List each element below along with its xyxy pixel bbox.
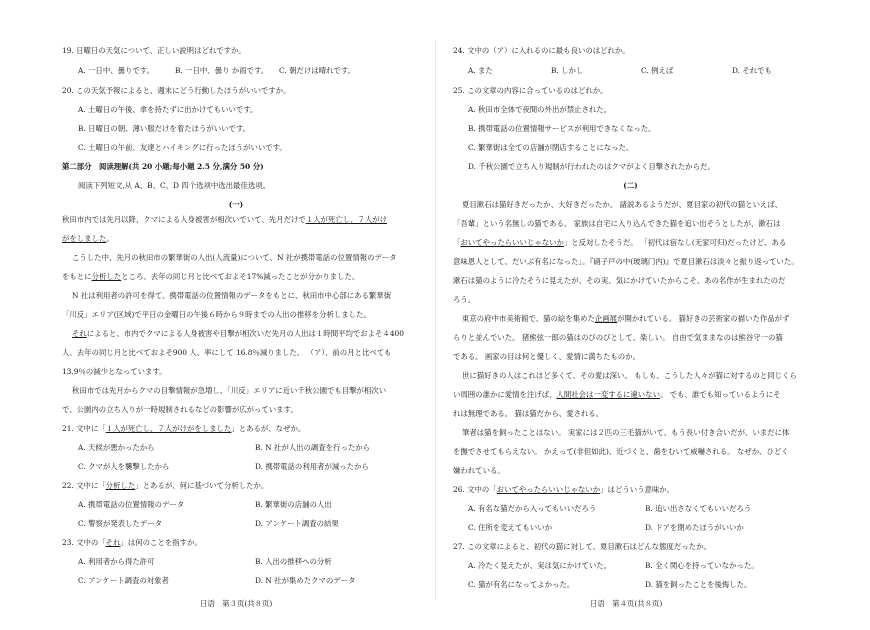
passage2-text: 東京の府中市美術館で、猫の絵を集めた: [462, 314, 595, 323]
question-22-option-d: D. アンケート調査の結果: [255, 519, 339, 528]
question-27-option-d: D. 猫を飼ったことを後悔した。: [645, 580, 752, 589]
part2-heading: [62, 162, 264, 171]
question-19-option-a: A. 一日中、曇りです。: [78, 66, 154, 75]
question-27-option-c: C. 猫が有名になってよかった。: [468, 580, 575, 589]
passage2-line-11: [453, 390, 781, 399]
passage1-text: 秋田市内では先月以降、クマによる人身被害が相次いでいて、先月だけで: [62, 215, 306, 224]
question-21-option-b: B. N 社が人出の調査を行ったから: [255, 443, 371, 452]
question-24-option-a: A. また: [468, 66, 493, 75]
question-26-quote: おいてやったらいいじゃないか: [496, 485, 601, 494]
passage2-line-14: を撫でさせてもらえない。 かえって(非但如此)、近づくと、歯をむいて威嚇される。 なぜか、ひどく: [453, 447, 789, 456]
passage1-line-6: 「川反」エリア(区域)で平日の金曜日の午後６時から９時までの人出の推移を分析しました。: [62, 310, 371, 319]
passage1-line-10: 秋田市では先月からクマの目撃情報が急増し、「川反」エリアに近い千秋公園でも目撃が相次い: [72, 386, 387, 395]
passage2-text: 「: [453, 238, 461, 247]
passage1-line-11: で、公園内の立ち入りが一時規制されるなどの影響が広がっています。: [62, 405, 298, 414]
question-27-option-b: B. 全く関心を持っていなかった。: [645, 561, 759, 570]
question-26-text: 」はどういう意味か。: [600, 485, 675, 494]
question-22-text: 22. 文中に「: [62, 481, 106, 490]
part2-heading-scoring: (共 20 小题;每小题 2.5 分,满分 50 分): [128, 162, 264, 171]
passage2-line-15: 嫌われている。: [453, 466, 505, 475]
question-26-option-d: D. ドアを閉めたほうがいいか: [645, 523, 744, 532]
question-27-option-a: A. 冷たく見えたが、実は気にかけていた。: [468, 561, 612, 570]
question-26-stem: [453, 485, 674, 494]
passage1-line-9: 13.9％の減少となっています。: [62, 367, 167, 376]
question-22-option-b: B. 繁華街の店舗の人出: [255, 500, 332, 509]
question-23-option-b: B. 人出の推移への分析: [255, 557, 332, 566]
passage2-underline-society: 人間社会は一変するに違いない: [556, 390, 660, 399]
passage2-line-9: である。 画家の目は何と優しく、愛情に満ちたものか。: [453, 352, 640, 361]
passage2-line-13: 筆者は猫を飼ったことはない。 実家には２匹の三毛猫がいて、もう長い付き合いだが、いまだに体: [462, 428, 790, 437]
question-22-text: 」とあるが、何に基づいて分析したか。: [135, 481, 269, 490]
question-20-option-c: C. 土曜日の午前、友達とハイキングに行ったほうがいいです。: [78, 143, 287, 152]
question-24-stem: 24. 文中の（ア）に入れるのに最も良いのはどれか。: [453, 46, 630, 55]
right-page: [435, 0, 870, 630]
section-2-title: (二): [623, 181, 638, 190]
passage2-underline-26: おいてやったらいいじゃないか: [460, 238, 564, 247]
passage2-line-10: 世に猫好きの人はこれほど多くて、その愛は深い。 もしも、こうした人々が猫に対するのと同じくら: [462, 371, 797, 380]
question-25-option-a: A. 秋田市全体で夜間の外出が禁止された。: [468, 105, 612, 114]
question-22-quote: 分析した: [105, 481, 136, 490]
passage1-text: をもとに: [62, 272, 92, 281]
question-20-stem: 20. この天気予報によると、週末にどう行動したほうがいいですか。: [62, 86, 291, 95]
passage1-underline-23: それ: [72, 329, 87, 338]
passage1-underline-21: １人が死亡し、７人がけ: [305, 215, 388, 224]
passage1-line-2: [62, 234, 114, 243]
passage2-text: が開かれている。 猫好きの芸術家の描いた作品がず: [617, 314, 790, 323]
part2-heading-title: 第二部分 阅读理解: [62, 162, 129, 171]
question-23-text: 」は何のことを指すか。: [120, 538, 202, 547]
question-20-option-b: B. 日曜日の朝、薄い服だけを着たほうがいいです。: [78, 124, 251, 133]
right-page-footer: 日语 第４页(共８页): [590, 599, 663, 608]
question-21-stem: [62, 424, 305, 433]
left-page-footer: 日语 第３页(共８页): [200, 599, 273, 608]
passage2-text: い周囲の誰かに愛情を注げば、: [453, 390, 557, 399]
passage1-line-7: [72, 329, 404, 338]
passage1-text: によると、市内でクマによる人身被害や目撃が相次いだ先月の人出は１時間平均でおよそ４400: [86, 329, 404, 338]
passage1-underline-21-cont: がをしました: [62, 234, 107, 243]
passage1-line-1: [62, 215, 387, 224]
question-21-text: 21. 文中に「: [62, 424, 106, 433]
passage2-line-1: 夏目漱石は猫好きだったか、大好きだったか。 諸説あるようだが、夏目家の初代の猫といえば、: [462, 200, 783, 209]
passage2-line-2: 「吾輩」という名無しの猫である。 家族は自宅に入り込んできた猫を追い出そうとしたが、漱石は: [453, 219, 781, 228]
question-23-option-c: C. アンケート調査の対象者: [78, 576, 169, 585]
passage1-line-4: [62, 272, 359, 281]
question-25-option-d: D. 千秋公園で立ち入り規制が行われたのはクマがよく目撃されたからだ。: [468, 162, 715, 171]
question-21-option-c: C. クマが人を襲撃したから: [78, 462, 170, 471]
passage2-line-8: らりと並んでいた。 猪熊弦一郎の猫はのびのびとして、楽しい。 自由で気ままなのは熊谷守一の猫: [453, 333, 783, 342]
passage2-underline-exhibition: 企画展: [594, 314, 618, 323]
question-21-text: 」とあるが、なぜか。: [231, 424, 306, 433]
question-26-option-b: B. 追い出さなくてもいいだろう: [645, 504, 752, 513]
question-25-option-c: C. 繁華街は全ての店舗が閉店することになった。: [468, 143, 634, 152]
question-21-quote: １人が死亡し、７人がけがをしました: [105, 424, 232, 433]
passage2-line-6: ろう。: [453, 295, 476, 304]
question-24-option-b: B. しかし: [551, 66, 584, 75]
passage2-line-12: れは無理である。 猫は猫だから、愛される。: [453, 409, 604, 418]
passage1-line-8: 人、去年の同じ月と比べておよそ900 人、率にして 16.8％減りました。 （ア）、前の月と比べても: [62, 348, 392, 357]
question-21-option-a: A. 天候が悪かったから: [78, 443, 155, 452]
question-26-text: 26. 文中の「: [453, 485, 497, 494]
passage2-text: 」と反対したそうだ。 「初代は宿なし(无家可归)だったけど、ある: [563, 238, 787, 247]
passage1-line-3: こうした中、先月の秋田市の繁華街の人出(人流量)について、N 社が携帯電話の位置情報のデータ: [72, 253, 397, 262]
question-26-option-a: A. 有名な猫だから入ってもいいだろう: [468, 504, 597, 513]
question-19-option-c: C. 朝だけは晴れです。: [279, 66, 356, 75]
passage1-text: ところ、去年の同じ月と比べておよそ17%減ったことが分かりました。: [121, 272, 360, 281]
question-23-quote: それ: [105, 538, 121, 547]
question-19-stem: 19. 日曜日の天気について、正しい説明はどれですか。: [62, 46, 246, 55]
passage2-line-7: [462, 314, 789, 323]
question-23-option-a: A. 利用者から得た許可: [78, 557, 155, 566]
question-19-option-b: B. 一日中、曇り か雨です。: [175, 66, 269, 75]
section-1-title: (一): [228, 200, 244, 209]
question-26-option-c: C. 住所を変えてもいいか: [468, 523, 552, 532]
passage1-text: 。: [106, 234, 114, 243]
passage1-underline-22: 分析した: [91, 272, 122, 281]
part2-instruction: 阅读下列短文,从 A、B、C、D 四个选项中选出最佳选项。: [78, 181, 270, 190]
passage2-line-4: 意味恩人として、だいぶ有名になった」。『硝子戸の中(玻璃门内)』で夏目漱石は淡々と振り返っていた。: [453, 257, 799, 266]
question-22-option-c: C. 警察が発表したデータ: [78, 519, 162, 528]
question-23-text: 23. 文中の「: [62, 538, 106, 547]
question-22-option-a: A. 携帯電話の位置情報のデータ: [78, 500, 185, 509]
question-23-stem: [62, 538, 202, 547]
passage2-line-5: 漱石は猫のように冷たそうに見えたが、その実、気にかけていたからこそ、あの名作が生まれたのだ: [453, 276, 786, 285]
question-21-option-d: D. 携帯電話の利用者が減ったから: [255, 462, 369, 471]
passage1-line-5: N 社は利用者の許可を得て、携帯電話の位置情報のデータをもとに、秋田市中心部にある繁華街: [72, 291, 392, 300]
question-23-option-d: D. N 社が集めたクマのデータ: [255, 576, 356, 585]
question-27-stem: 27. この文章によると、初代の猫に対して、夏目漱石はどんな態度だったか。: [453, 542, 711, 551]
question-20-option-a: A. 土曜日の午後、傘を持たずに出かけてもいいです。: [78, 105, 258, 114]
question-25-option-b: B. 携帯電話の位置情報サービスが利用できなくなった。: [468, 124, 656, 133]
question-24-option-c: C. 例えば: [641, 66, 674, 75]
passage2-line-3: [453, 238, 786, 247]
passage2-text: 。 でも、誰でも知っているようにそ: [659, 390, 781, 399]
question-22-stem: [62, 481, 268, 490]
question-24-option-d: D. それでも: [732, 66, 772, 75]
question-25-stem: 25. この文章の内容に合っているのはどれか。: [453, 86, 608, 95]
